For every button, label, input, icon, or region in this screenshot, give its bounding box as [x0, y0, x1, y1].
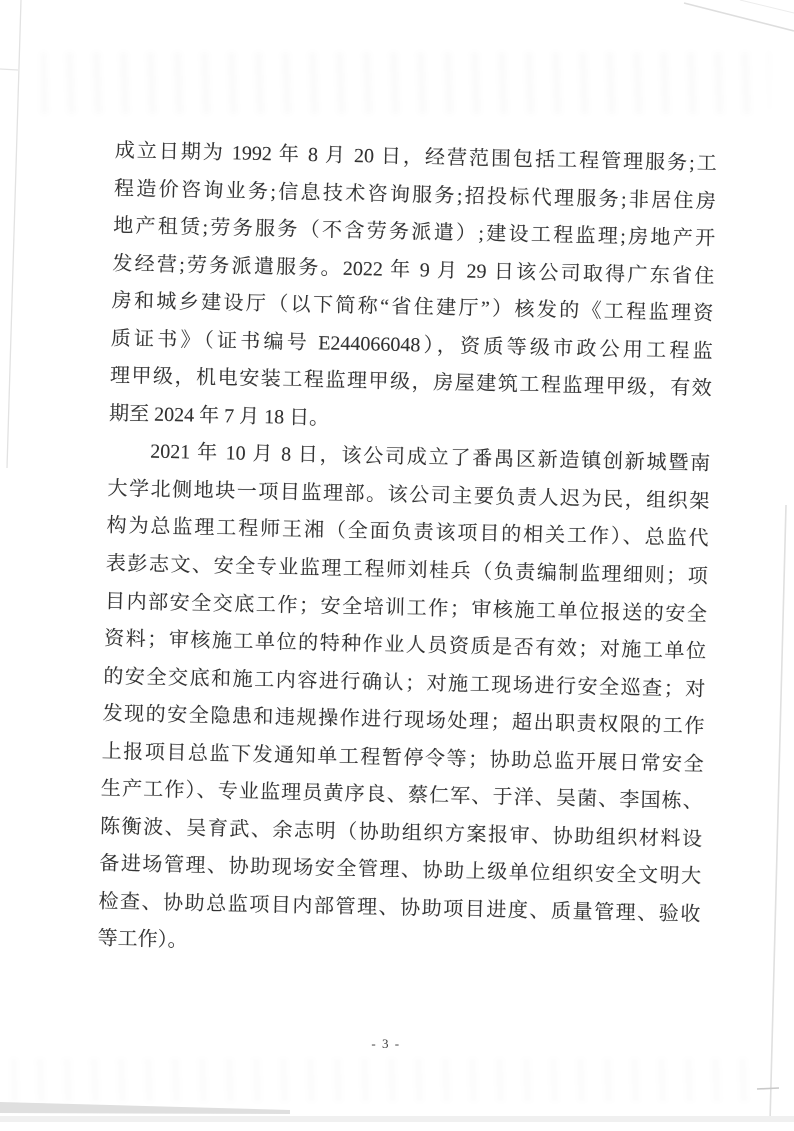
page-number: - 3 -: [371, 1036, 401, 1051]
text-line: 理甲级，机电安装工程监理甲级，房屋建筑工程监理甲级，有效: [109, 364, 713, 401]
text-line: 地产租赁;劳务服务（不含劳务派遣）;建设工程监理;房地产开: [112, 214, 716, 250]
text-line: 目内部安全交底工作；安全培训工作；审核施工单位报送的安全: [104, 590, 708, 626]
text-line: 期至 2024 年 7 月 18 日。: [108, 402, 330, 430]
text-line: 质证书》（证书编号 E244066048），资质等级市政公用工程监: [110, 327, 713, 363]
text-line: 的安全交底和施工内容进行确认；对施工现场进行安全巡查；对: [103, 665, 706, 701]
text-line: 备进场管理、协助现场安全管理、协助上级单位组织安全文明大: [99, 852, 702, 889]
text-line: 生产工作）、专业监理员黄序良、蔡仁军、于洋、吴菌、李国栋、: [100, 777, 704, 814]
text-line: 房和城乡建设厅（以下简称“省住建厅”）核发的《工程监理资: [111, 289, 714, 326]
text-line: 表彭志文、安全专业监理工程师刘桂兵（负责编制监理细则；项: [105, 552, 708, 588]
text-line: 大学北侧地块一项目监理部。该公司主要负责人迟为民，组织架: [107, 477, 710, 513]
text-line: 2021 年 10 月 8 日，该公司成立了番禺区新造镇创新城暨南: [150, 440, 711, 476]
text-line: 等工作）。: [97, 928, 188, 953]
text-line: 程造价咨询业务;信息技术咨询服务;招投标代理服务;非居住房: [113, 177, 717, 213]
document-text: [97, 133, 717, 972]
text-line: 资料；审核施工单位的特种作业人员资质是否有效；对施工单位: [103, 627, 707, 663]
paragraph-supervision-department: [97, 433, 710, 972]
text-line: 发经营;劳务派遣服务。2022 年 9 月 29 日该公司取得广东省住: [112, 252, 715, 288]
text-line: 构为总监理工程师王湘（全面负责该项目的相关工作）、总监代: [106, 515, 709, 551]
text-line: 发现的安全隐患和违规操作进行现场处理；超出职责权限的工作: [102, 702, 705, 738]
paragraph-company-registration: [109, 133, 717, 446]
text-line: 检查、协助总监项目内部管理、协助项目进度、质量管理、验收: [98, 890, 701, 926]
text-line: 陈衡波、吴育武、余志明（协助组织方案报审、协助组织材料设: [99, 815, 703, 851]
text-line: 上报项目总监下发通知单工程暂停令等；协助总监开展日常安全: [101, 740, 704, 776]
text-line: 成立日期为 1992 年 8 月 20 日，经营范围包括工程管理服务;工: [114, 139, 717, 175]
